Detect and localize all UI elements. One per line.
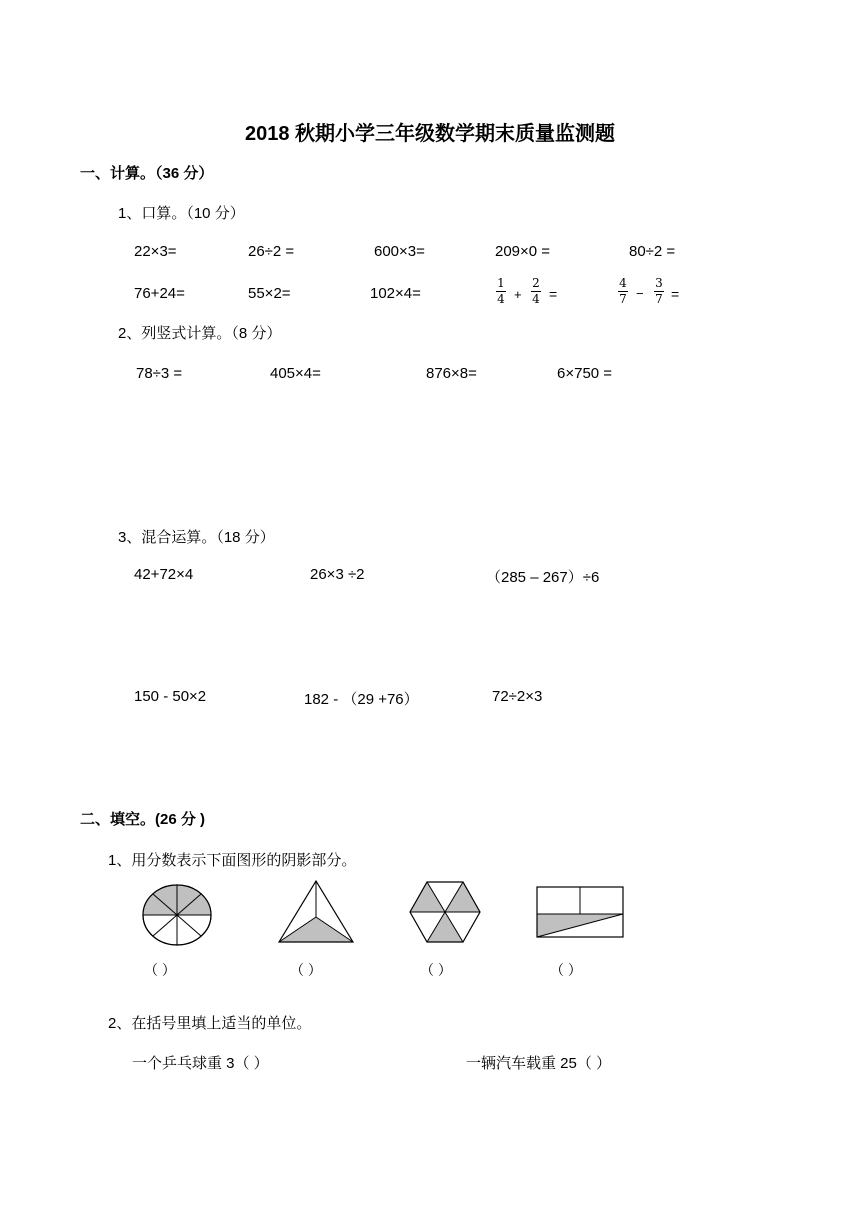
fraction-numerator: 4	[619, 276, 627, 290]
fraction-numerator: 3	[655, 276, 663, 290]
answer-blank[interactable]: （ ）	[420, 962, 452, 978]
answer-blank[interactable]: （ ）	[290, 962, 322, 978]
oral-calc-item: 26÷2 =	[248, 243, 295, 260]
rectangle-figure	[536, 886, 626, 940]
oral-calc-item: 600×3=	[374, 243, 425, 260]
oral-calc-item: 102×4=	[370, 285, 421, 302]
fraction	[618, 277, 628, 306]
fill-part1-heading: 1、用分数表示下面图形的阴影部分。	[108, 852, 357, 869]
part3-heading: 3、混合运算。（18 分）	[118, 529, 275, 546]
oral-calc-item: 76+24=	[134, 285, 185, 302]
answer-blank[interactable]: （ ）	[550, 962, 582, 978]
section2-heading: 二、填空。(26 分 )	[80, 811, 206, 828]
equals-sign: =	[671, 286, 680, 302]
oral-calc-item: 209×0 =	[495, 243, 551, 260]
fraction-numerator: 2	[532, 276, 540, 290]
fraction-denominator: 7	[655, 292, 663, 306]
fraction-denominator: 4	[532, 292, 540, 306]
fraction	[496, 277, 506, 306]
hexagon-figure	[408, 879, 482, 945]
mixed-calc-item: （285 – 267）÷6	[486, 569, 600, 586]
triangle-figure	[277, 879, 357, 945]
part1-heading: 1、口算。（10 分）	[118, 205, 245, 222]
minus-sign: −	[636, 286, 644, 301]
unit-fill-item[interactable]: 一辆汽车载重 25（ ）	[466, 1055, 612, 1072]
equals-sign: =	[549, 286, 558, 302]
oral-calc-item: 22×3=	[134, 243, 177, 260]
vertical-calc-item: 405×4=	[270, 365, 321, 382]
fraction	[654, 277, 664, 306]
fraction	[531, 277, 541, 306]
circle-figure	[141, 883, 213, 947]
mixed-calc-item: 150 - 50×2	[134, 688, 207, 705]
part2-heading: 2、列竖式计算。（8 分）	[118, 325, 282, 342]
vertical-calc-item: 6×750 =	[557, 365, 613, 382]
mixed-calc-item: 42+72×4	[134, 566, 194, 583]
page-title: 2018 秋期小学三年级数学期末质量监测题	[244, 123, 616, 145]
mixed-calc-item: 26×3 ÷2	[310, 566, 365, 583]
plus-sign: +	[514, 287, 522, 302]
answer-blank[interactable]: （ ）	[144, 962, 176, 978]
mixed-calc-item: 72÷2×3	[492, 688, 543, 705]
mixed-calc-item: 182 - （29 +76）	[304, 691, 419, 708]
fraction-numerator: 1	[497, 276, 505, 290]
section1-heading: 一、计算。（36 分）	[80, 165, 214, 182]
fill-part2-heading: 2、在括号里填上适当的单位。	[108, 1015, 312, 1032]
fraction-denominator: 7	[619, 292, 627, 306]
fraction-denominator: 4	[497, 292, 505, 306]
oral-calc-item: 55×2=	[248, 285, 291, 302]
unit-fill-item[interactable]: 一个乒乓球重 3（ ）	[132, 1055, 269, 1072]
vertical-calc-item: 78÷3 =	[136, 365, 183, 382]
oral-calc-item: 80÷2 =	[629, 243, 676, 260]
vertical-calc-item: 876×8=	[426, 365, 477, 382]
